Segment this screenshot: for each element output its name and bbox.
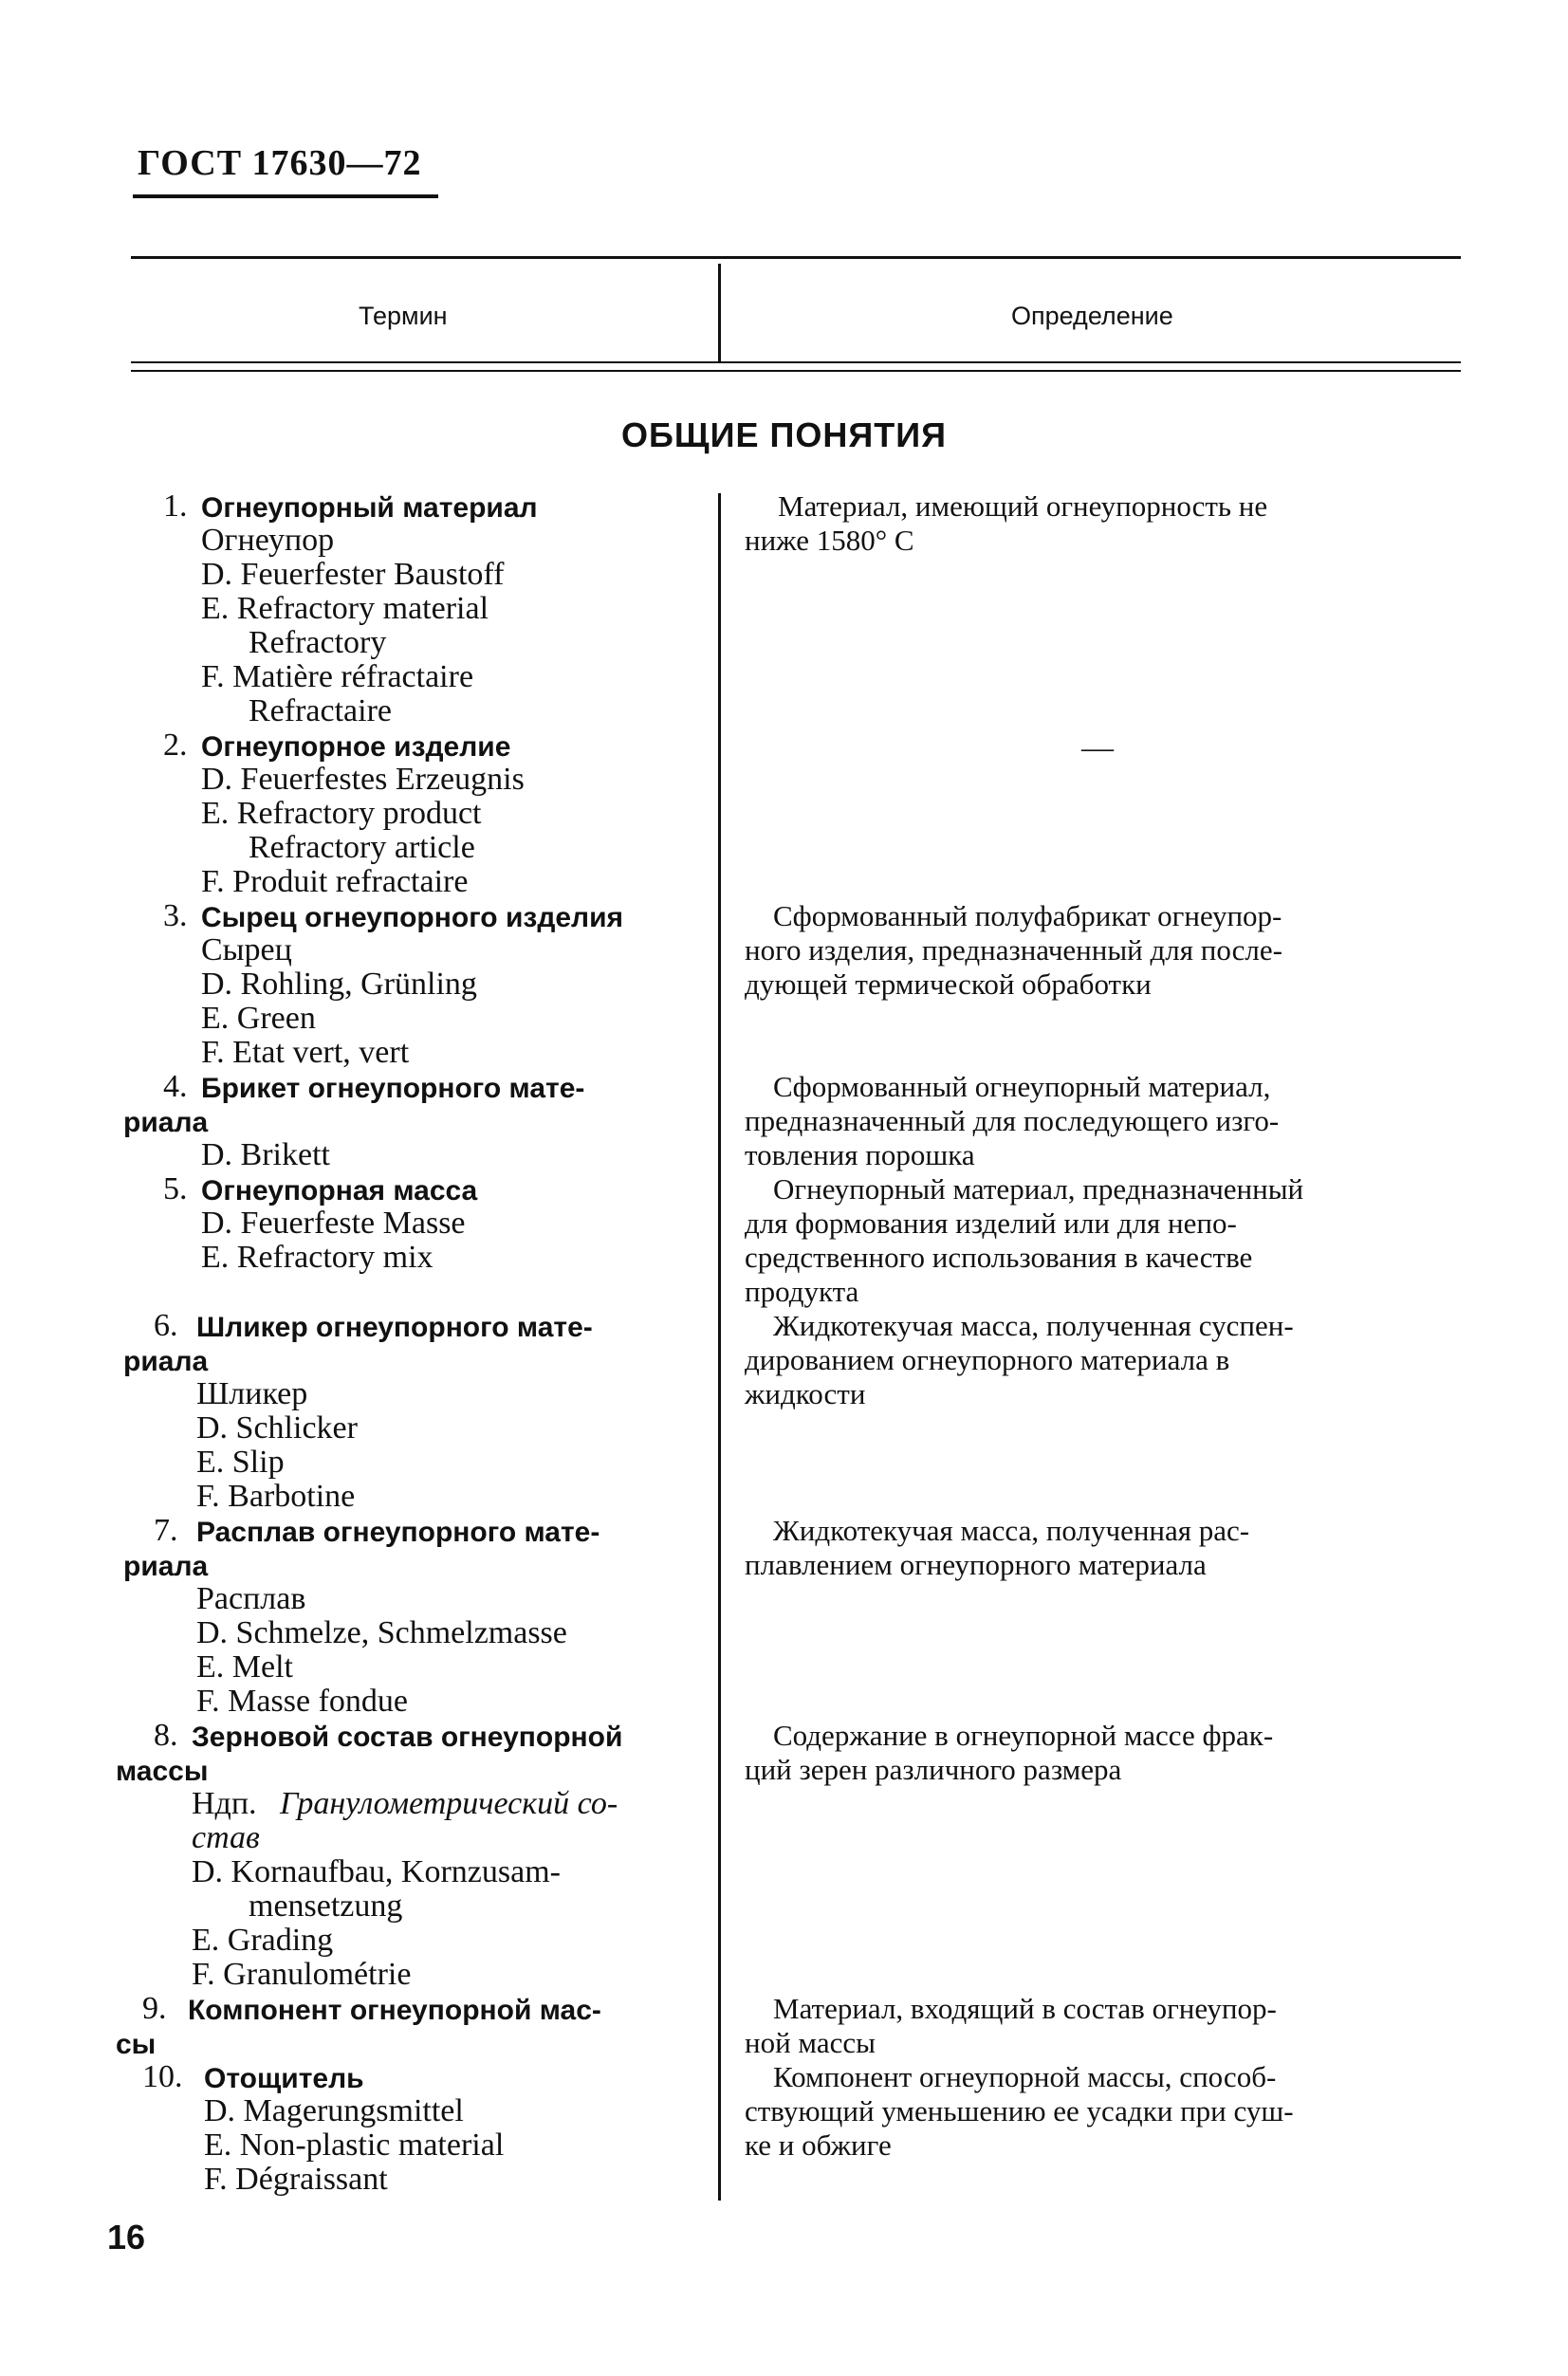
definition-line: жидкости: [745, 1377, 866, 1410]
definition-line: дующей термической обработки: [745, 967, 1152, 1001]
table-top-rule: [131, 256, 1461, 259]
term-foreign: F. Masse fondue: [196, 1684, 408, 1719]
section-title: ОБЩИЕ ПОНЯТИЯ: [621, 415, 947, 454]
term-foreign: F. Granulométrie: [192, 1957, 412, 1992]
definition-line: средственного использования в качестве: [745, 1241, 1253, 1274]
term-title: Брикет огнеупорного мате-: [201, 1073, 585, 1104]
term-synonym: Расплав: [196, 1581, 306, 1616]
term-foreign: E. Green: [201, 1001, 316, 1036]
definition-line: Сформованный огнеупорный материал,: [773, 1070, 1271, 1103]
definition-line: плавлением огнеупорного материала: [745, 1548, 1207, 1581]
page-number: 16: [107, 2218, 146, 2256]
term-title-cont: сы: [116, 2029, 157, 2060]
term-title-cont: риала: [123, 1551, 209, 1582]
term-foreign: D. Kornaufbau, Kornzusam-: [192, 1854, 561, 1889]
definition-line: Материал, входящий в состав огнеупор-: [773, 1992, 1277, 2025]
term-number: 10.: [142, 2059, 183, 2094]
definition-line: Содержание в огнеупорной массе фрак-: [773, 1719, 1274, 1752]
deprecated-term: Гранулометрический со-: [280, 1786, 618, 1821]
term-foreign: D. Feuerfestes Erzeugnis: [201, 762, 525, 797]
term-foreign: D. Feuerfeste Masse: [201, 1206, 466, 1241]
term-title-cont: массы: [116, 1756, 209, 1787]
definition-line: товления порошка: [745, 1138, 975, 1171]
term-number: 4.: [163, 1069, 188, 1104]
term-foreign: D. Rohling, Grünling: [201, 967, 477, 1002]
term-title: Зерновой состав огнеупорной: [192, 1722, 623, 1753]
deprecated-term-cont: став: [192, 1820, 260, 1855]
definition-line: дированием огнеупорного материала в: [745, 1343, 1230, 1376]
definition-dash: —: [1081, 730, 1114, 765]
term-title: Сырец огнеупорного изделия: [201, 902, 624, 933]
definition-line: Компонент огнеупорной массы, способ-: [773, 2060, 1277, 2093]
definition-line: предназначенный для последующего изго-: [745, 1104, 1280, 1137]
table-header-rule: [131, 361, 1461, 363]
term-title: Расплав огнеупорного мате-: [196, 1517, 600, 1548]
term-foreign: E. Refractory mix: [201, 1240, 434, 1275]
term-number: 9.: [142, 1991, 167, 2026]
term-number: 6.: [154, 1308, 178, 1343]
definition-line: Жидкотекучая масса, полученная рас-: [773, 1514, 1250, 1547]
term-foreign: E. Melt: [196, 1649, 293, 1685]
term-foreign: D. Schmelze, Schmelzmasse: [196, 1615, 567, 1650]
definition-line: Сформованный полуфабрикат огнеупор-: [773, 899, 1282, 932]
term-foreign: D. Schlicker: [196, 1410, 358, 1446]
term-number: 3.: [163, 898, 188, 933]
term-foreign: F. Matière réfractaire: [201, 659, 474, 694]
term-foreign: Refractory: [249, 625, 387, 660]
term-foreign: mensetzung: [249, 1888, 403, 1924]
definition-line: продукта: [745, 1275, 859, 1308]
term-title: Огнеупорная масса: [201, 1175, 478, 1206]
definition-line: Материал, имеющий огнеупорность не: [778, 489, 1268, 523]
term-foreign: Refractaire: [249, 693, 392, 728]
term-foreign: F. Barbotine: [196, 1479, 356, 1514]
term-title: Огнеупорный материал: [201, 492, 538, 524]
definition-line: ниже 1580° С: [745, 524, 914, 557]
definition-line: ций зерен различного размера: [745, 1753, 1122, 1786]
column-divider: [718, 493, 721, 2201]
table-header-rule-double: [131, 370, 1461, 372]
term-title: Шликер огнеупорного мате-: [196, 1312, 593, 1343]
column-header-definition: Определение: [1011, 302, 1173, 330]
term-title: Отощитель: [204, 2063, 364, 2094]
term-number: 2.: [163, 728, 188, 763]
definition-line: для формования изделий или для непо-: [745, 1206, 1237, 1240]
definition-line: ке и обжиге: [745, 2128, 892, 2162]
term-foreign: F. Produit refractaire: [201, 864, 469, 899]
table-header-divider: [718, 264, 721, 362]
term-foreign: D. Brikett: [201, 1137, 330, 1172]
header-underline: [133, 194, 438, 198]
term-title-cont: риала: [123, 1107, 209, 1138]
definition-line: Огнеупорный материал, предназначенный: [773, 1172, 1304, 1206]
term-number: 5.: [163, 1171, 188, 1206]
definition-line: ной массы: [745, 2026, 876, 2059]
term-number: 8.: [154, 1718, 178, 1753]
term-synonym: Огнеупор: [201, 523, 335, 558]
term-number: 7.: [154, 1513, 178, 1548]
definition-line: Жидкотекучая масса, полученная суспен-: [773, 1309, 1294, 1342]
column-header-term: Термин: [359, 302, 448, 330]
term-title: Огнеупорное изделие: [201, 731, 511, 763]
term-foreign: E. Grading: [192, 1923, 334, 1958]
definition-line: ствующий уменьшению ее усадки при суш-: [745, 2094, 1294, 2127]
term-foreign: E. Non-plastic material: [204, 2127, 505, 2163]
term-foreign: E. Refractory material: [201, 591, 489, 626]
term-number: 1.: [163, 488, 188, 524]
term-foreign: E. Refractory product: [201, 796, 482, 831]
term-foreign: Refractory article: [249, 830, 475, 865]
term-foreign: D. Feuerfester Baustoff: [201, 557, 505, 592]
term-title-cont: риала: [123, 1346, 209, 1377]
standard-code: ГОСТ 17630—72: [138, 143, 422, 183]
term-title: Компонент огнеупорной мас-: [188, 1995, 601, 2026]
term-synonym: Сырец: [201, 932, 292, 967]
deprecated-label: Ндп.: [192, 1786, 257, 1821]
term-synonym: Шликер: [196, 1376, 308, 1411]
term-foreign: D. Magerungsmittel: [204, 2093, 464, 2128]
definition-line: ного изделия, предназначенный для после-: [745, 933, 1282, 967]
term-foreign: E. Slip: [196, 1445, 285, 1480]
term-foreign: F. Etat vert, vert: [201, 1035, 410, 1070]
term-foreign: F. Dégraissant: [204, 2162, 388, 2197]
